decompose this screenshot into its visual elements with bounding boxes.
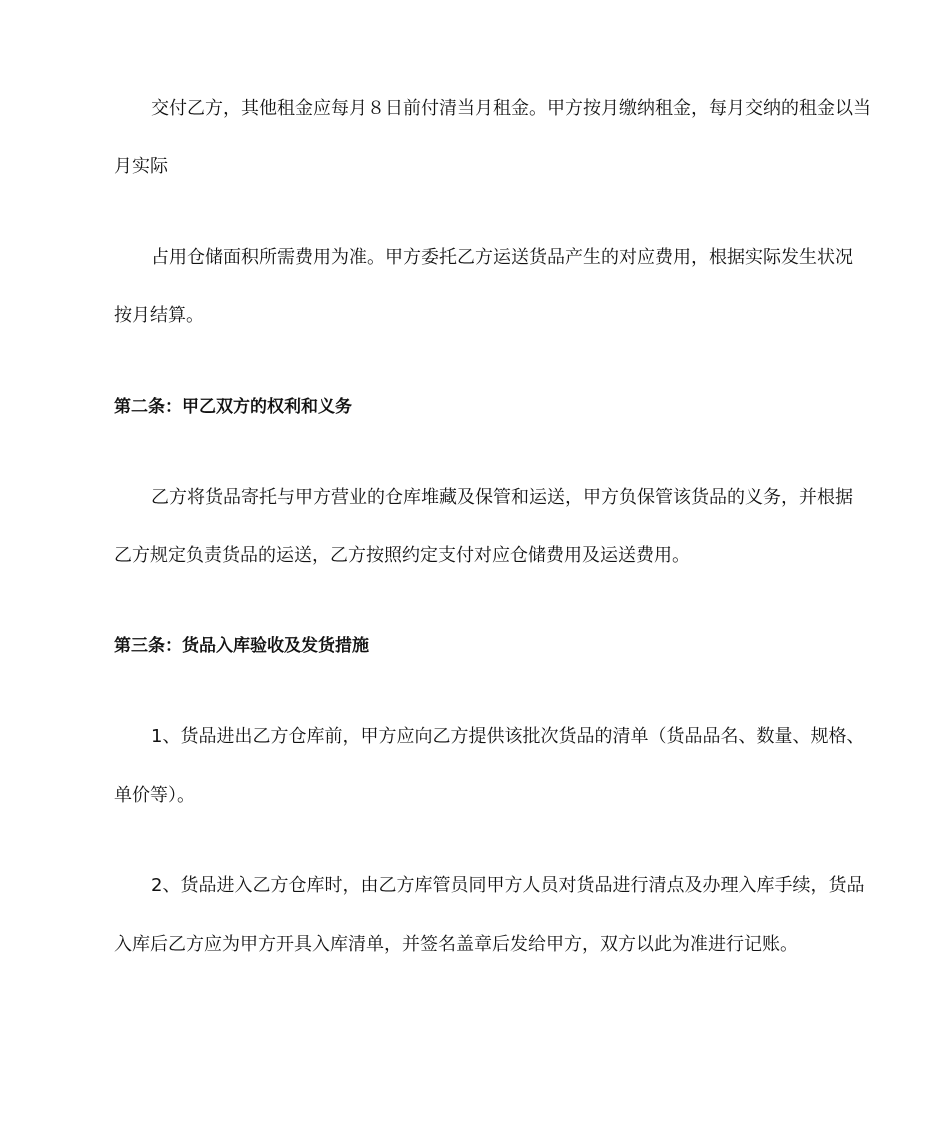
paragraph-line: 按月结算。 <box>114 305 204 326</box>
paragraph-line: 月实际 <box>114 156 168 177</box>
paragraph-line: 交付乙方，其他租金应每月８日前付清当月租金。甲方按月缴纳租金，每月交纳的租金以当 <box>151 98 871 119</box>
paragraph-line: 乙方将货品寄托与甲方营业的仓库堆藏及保管和运送，甲方负保管该货品的义务，并根据 <box>151 487 853 508</box>
paragraph-line: 单价等）。 <box>114 785 195 806</box>
paragraph-line: 2、货品进入乙方仓库时，由乙方库管员同甲方人员对货品进行清点及办理入库手续，货品 <box>151 875 865 896</box>
paragraph-line: 入库后乙方应为甲方开具入库清单，并签名盖章后发给甲方，双方以此为准进行记账。 <box>114 934 798 955</box>
paragraph-line: 占用仓储面积所需费用为准。甲方委托乙方运送货品产生的对应费用，根据实际发生状况 <box>151 247 853 268</box>
section-heading: 第三条：货品入库验收及发货措施 <box>114 636 369 656</box>
section-heading: 第二条：甲乙双方的权利和义务 <box>114 397 352 417</box>
paragraph-line: 1、货品进出乙方仓库前，甲方应向乙方提供该批次货品的清单（货品品名、数量、规格、 <box>151 726 865 747</box>
paragraph-line: 乙方规定负责货品的运送，乙方按照约定支付对应仓储费用及运送费用。 <box>114 545 690 566</box>
